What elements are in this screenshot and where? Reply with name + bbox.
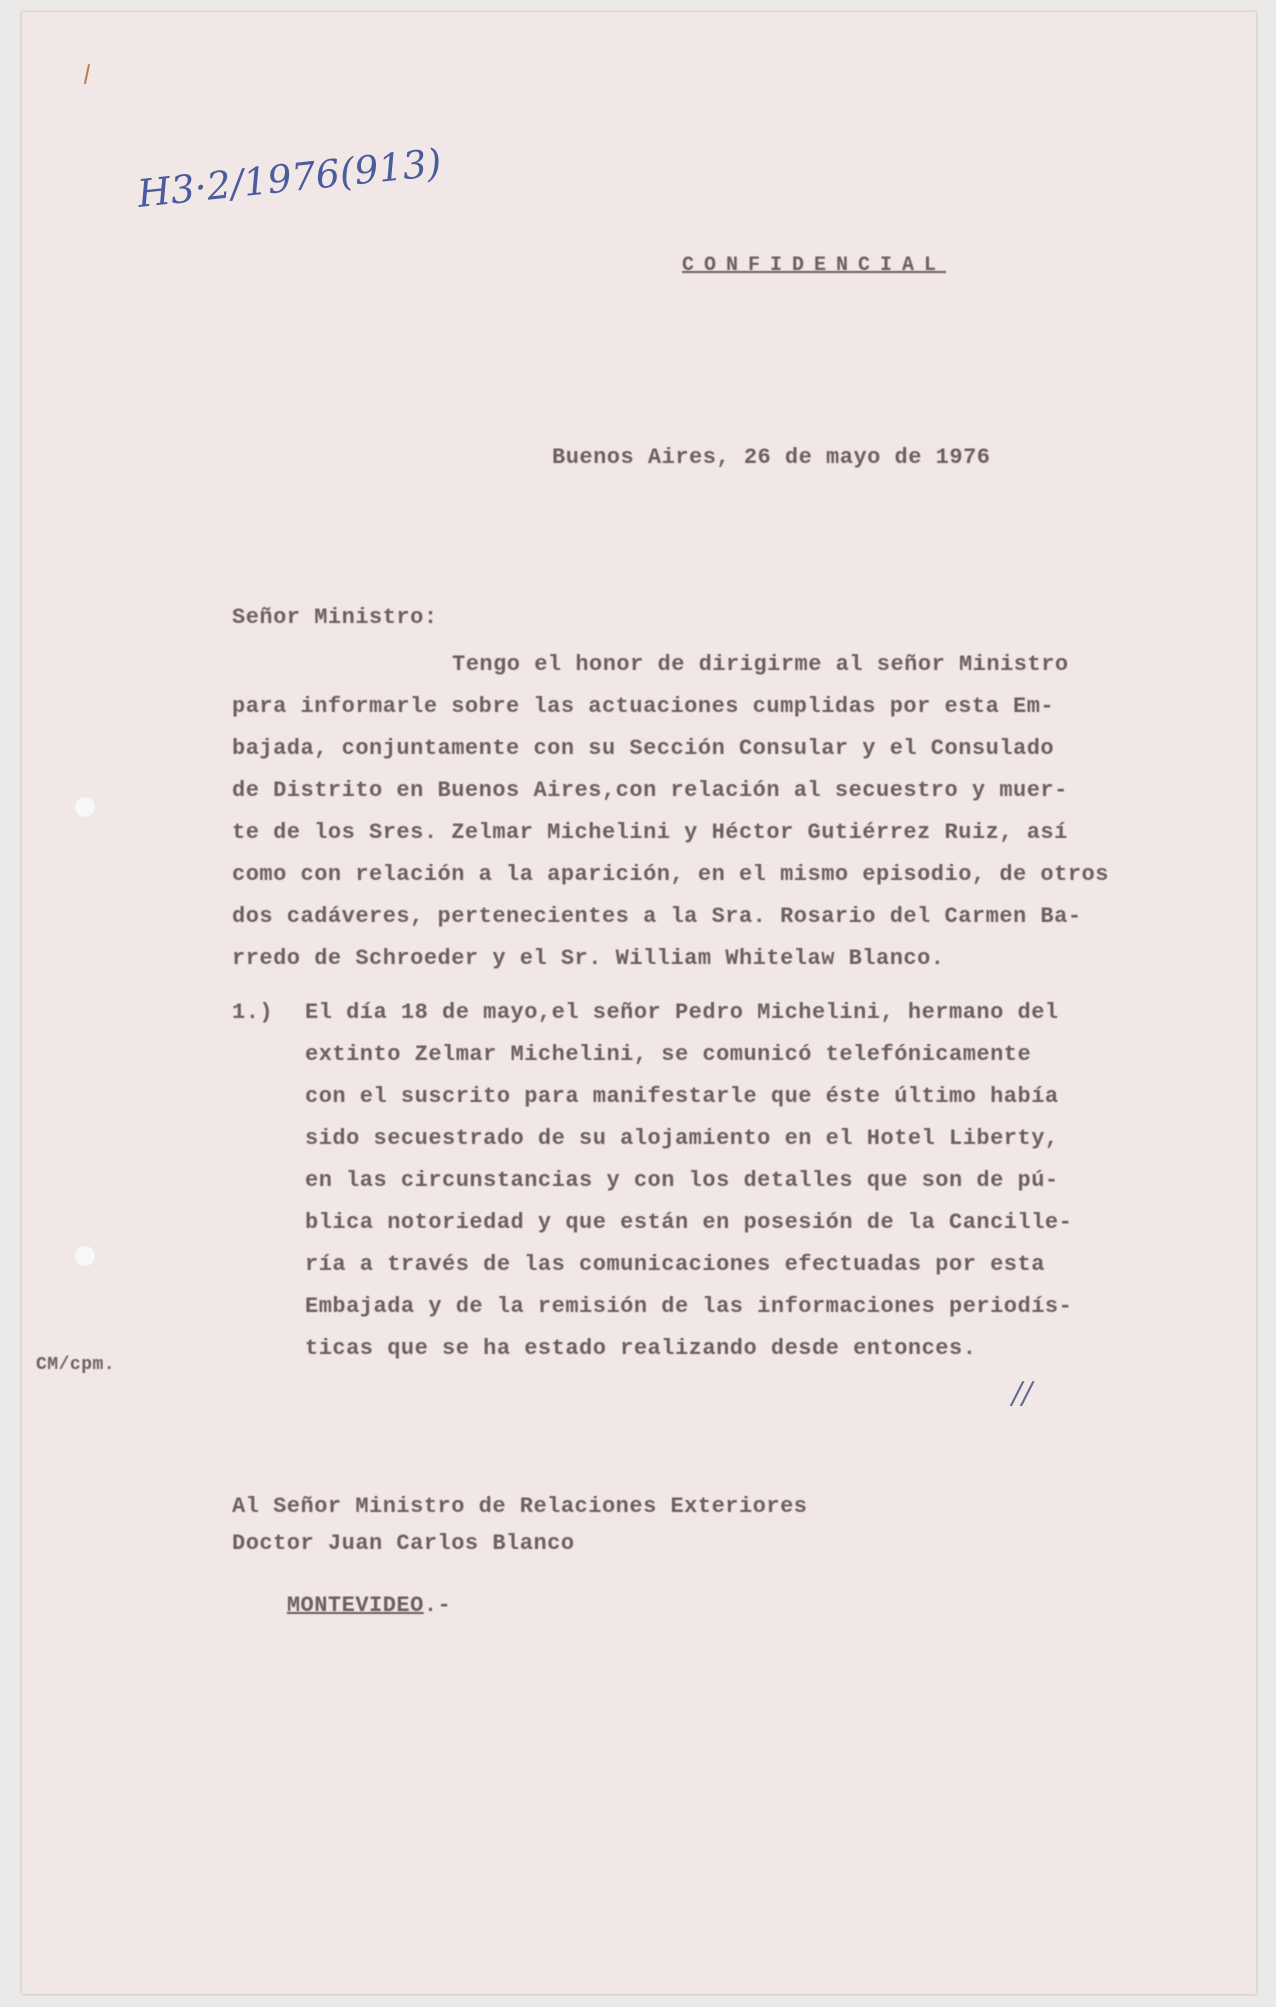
place-date: Buenos Aires, 26 de mayo de 1976 xyxy=(552,445,991,470)
pencil-mark xyxy=(84,64,90,84)
typist-initials: CM/cpm. xyxy=(36,1355,116,1375)
paragraph-line: para informarle sobre las actuaciones cumplidas por esta Em- xyxy=(232,694,1055,719)
handwritten-slashes: // xyxy=(1012,1376,1033,1411)
city-suffix: .- xyxy=(423,1593,452,1618)
item-line: sido secuestrado de su alojamiento en el Hotel Liberty, xyxy=(305,1126,1059,1151)
paragraph-line: te de los Sres. Zelmar Michelini y Héctor Gutiérrez Ruiz, así xyxy=(232,820,1068,845)
addressee-line-2: Doctor Juan Carlos Blanco xyxy=(232,1531,575,1556)
item-line: Embajada y de la remisión de las informaciones periodís- xyxy=(305,1294,1073,1319)
item-line: ticas que se ha estado realizando desde entonces. xyxy=(305,1336,977,1361)
punch-hole-bottom xyxy=(74,1245,96,1267)
item-line: extinto Zelmar Michelini, se comunicó telefónicamente xyxy=(305,1042,1032,1067)
item-line: El día 18 de mayo,el señor Pedro Michelini, hermano del xyxy=(305,1000,1059,1025)
addressee-city xyxy=(232,1568,451,1643)
paragraph-line: Tengo el honor de dirigirme al señor Ministro xyxy=(452,652,1069,677)
item-line: blica notoriedad y que están en posesión de la Cancille- xyxy=(305,1210,1073,1235)
item-line: en las circunstancias y con los detalles que son de pú- xyxy=(305,1168,1059,1193)
punch-hole-top xyxy=(74,796,96,818)
item-number: 1.) xyxy=(232,1000,274,1025)
salutation: Señor Ministro: xyxy=(232,605,438,630)
city-name: MONTEVIDEO xyxy=(286,1593,424,1618)
addressee-line-1: Al Señor Ministro de Relaciones Exteriores xyxy=(232,1494,808,1519)
item-line: ría a través de las comunicaciones efectuadas por esta xyxy=(305,1252,1045,1277)
item-line: con el suscrito para manifestarle que éste último había xyxy=(305,1084,1059,1109)
paragraph-line: de Distrito en Buenos Aires,con relación al secuestro y muer- xyxy=(232,778,1068,803)
document-page xyxy=(22,12,1256,1994)
classification-heading: CONFIDENCIAL xyxy=(682,254,947,277)
handwritten-reference: H3·2/1976(913) xyxy=(135,140,444,216)
paragraph-line: rredo de Schroeder y el Sr. William Whitelaw Blanco. xyxy=(232,946,945,971)
paragraph-line: dos cadáveres, pertenecientes a la Sra. Rosario del Carmen Ba- xyxy=(232,904,1082,929)
paragraph-line: como con relación a la aparición, en el mismo episodio, de otros xyxy=(232,862,1109,887)
paragraph-line: bajada, conjuntamente con su Sección Consular y el Consulado xyxy=(232,736,1055,761)
